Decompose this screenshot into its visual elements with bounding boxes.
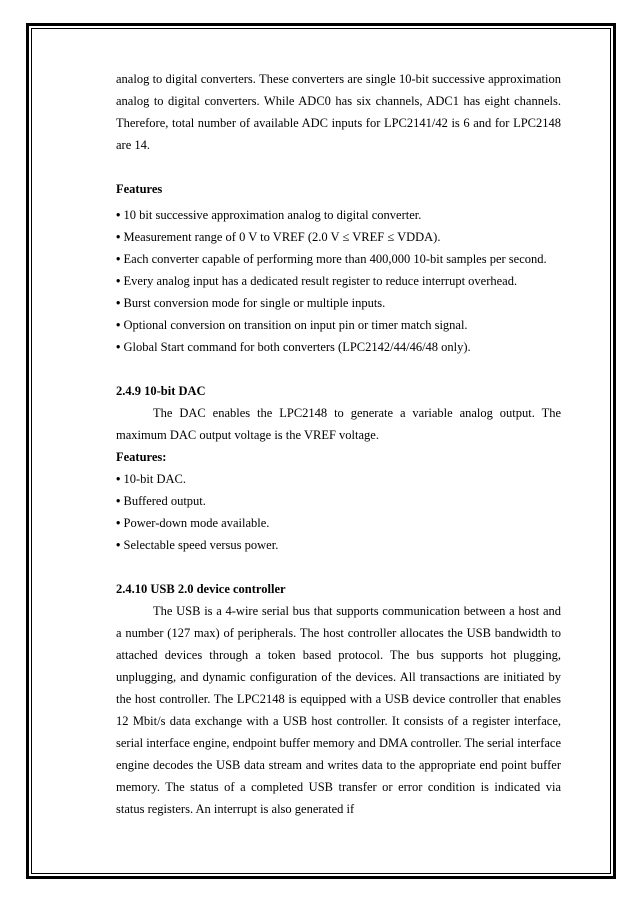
bullet-icon: • — [116, 472, 121, 486]
dac-features-list — [116, 468, 561, 556]
bullet-icon: • — [116, 340, 121, 354]
bullet-icon: • — [116, 516, 121, 530]
bullet-icon: • — [116, 296, 121, 310]
list-item: • Each converter capable of performing more than 400,000 10-bit samples per second. — [116, 252, 547, 266]
bullet-icon: • — [116, 318, 121, 332]
adc-features-list — [116, 204, 561, 358]
usb-heading: 2.4.10 USB 2.0 device controller — [116, 582, 286, 596]
list-item: • Optional conversion on transition on input pin or timer match signal. — [116, 318, 468, 332]
list-item: • 10-bit DAC. — [116, 472, 187, 486]
intro-paragraph: analog to digital converters. These converters are single 10-bit successive approximation analog to digital converters. While ADC0 has six channels, ADC1 has eight channels. Therefore, total number of available ADC inputs for LPC2141/42 is 6 and for LPC2148 are 14. — [116, 72, 561, 152]
list-item: • Global Start command for both converters (LPC2142/44/46/48 only). — [116, 340, 471, 354]
list-item: • Measurement range of 0 V to VREF (2.0 V ≤ VREF ≤ VDDA). — [116, 230, 441, 244]
list-item: • Buffered output. — [116, 494, 206, 508]
bullet-icon: • — [116, 252, 121, 266]
bullet-icon: • — [116, 274, 121, 288]
dac-features-heading: Features: — [116, 450, 167, 464]
bullet-icon: • — [116, 538, 121, 552]
list-item: • Burst conversion mode for single or multiple inputs. — [116, 296, 386, 310]
bullet-icon: • — [116, 230, 121, 244]
list-item: • Every analog input has a dedicated result register to reduce interrupt overhead. — [116, 274, 518, 288]
list-item: • Power-down mode available. — [116, 516, 270, 530]
list-item: • Selectable speed versus power. — [116, 538, 279, 552]
document-body — [116, 68, 561, 820]
dac-heading: 2.4.9 10-bit DAC — [116, 384, 206, 398]
bullet-icon: • — [116, 208, 121, 222]
adc-features-heading: Features — [116, 182, 163, 196]
bullet-icon: • — [116, 494, 121, 508]
dac-paragraph: The DAC enables the LPC2148 to generate a variable analog output. The maximum DAC output voltage is the VREF voltage. — [116, 406, 561, 442]
usb-paragraph: The USB is a 4-wire serial bus that supports communication between a host and a number (127 max) of peripherals. The host controller allocates the USB bandwidth to attached devices through a token based protocol. The bus supports hot plugging, unplugging, and dynamic configuration of the devices. All transactions are initiated by the host controller. The LPC2148 is equipped with a USB device controller that enables 12 Mbit/s data exchange with a USB host controller. It consists of a register interface, serial interface engine, endpoint buffer memory and DMA controller. The serial interface engine decodes the USB data stream and writes data to the appropriate end point buffer memory. The status of a completed USB transfer or error condition is indicated via status registers. An interrupt is also generated if — [116, 604, 561, 816]
list-item: • 10 bit successive approximation analog to digital converter. — [116, 208, 422, 222]
